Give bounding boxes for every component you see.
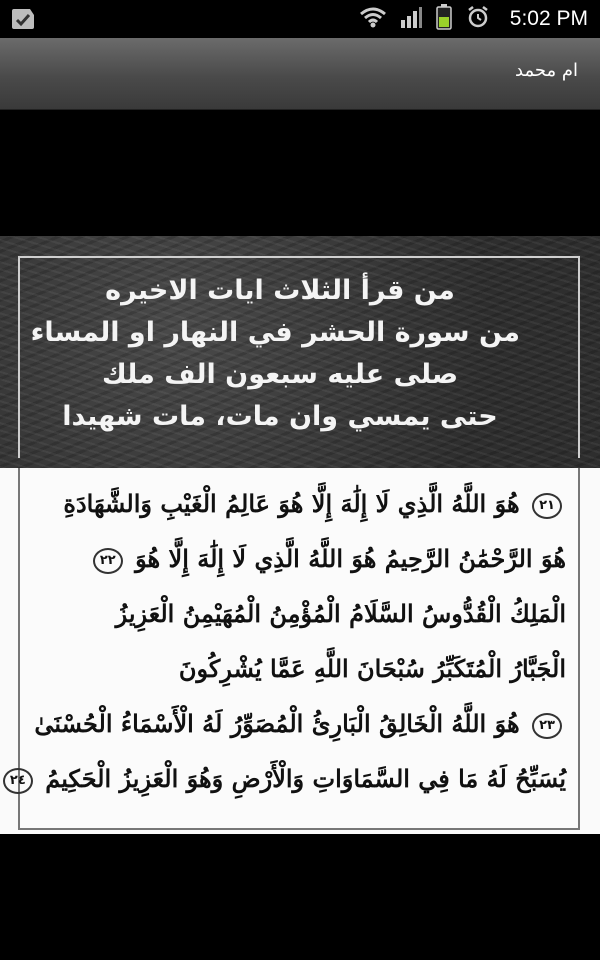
wifi-icon (360, 6, 386, 32)
verse-text-line: الْجَبَّارُ الْمُتَكَبِّرُ سُبْحَانَ اللَّهِ عَمَّا يُشْرِكُونَ (178, 654, 566, 683)
status-time: 5:02 PM (509, 7, 588, 30)
verse-line (30, 641, 566, 696)
intro-text (30, 270, 520, 438)
verse-text-line: هُوَ الرَّحْمَٰنُ الرَّحِيمُ هُوَ اللَّهُ الَّذِي لَا إِلَٰهَ إِلَّا هُوَ (135, 544, 566, 573)
verse-text-line: هُوَ اللَّهُ الَّذِي لَا إِلَٰهَ إِلَّا هُوَ عَالِمُ الْغَيْبِ وَالشَّهَادَةِ (63, 489, 520, 518)
intro-line: حتى يمسي وان مات، مات شهيدا (62, 401, 498, 432)
verse-line (30, 696, 566, 751)
status-bar (0, 0, 600, 38)
intro-panel (0, 236, 600, 468)
verse-text-line: هُوَ اللَّهُ الْخَالِقُ الْبَارِئُ الْمُصَوِّرُ لَهُ الْأَسْمَاءُ الْحُسْنَىٰ (34, 709, 520, 738)
verse-line (30, 476, 566, 531)
verse-text-line: يُسَبِّحُ لَهُ مَا فِي السَّمَاوَاتِ وَالْأَرْضِ وَهُوَ الْعَزِيزُ الْحَكِيمُ (45, 764, 566, 793)
alarm-icon (466, 5, 490, 33)
intro-line: من سورة الحشر في النهار او المساء (30, 317, 520, 348)
verse-text (9, 476, 566, 806)
verse-number-badge: ٢٤ (3, 768, 33, 794)
intro-line: صلى عليه سبعون الف ملك (101, 359, 459, 390)
shared-image[interactable] (0, 236, 600, 834)
title-bar (0, 38, 600, 110)
verse-line (30, 531, 566, 586)
verse-number-badge: ٢٣ (532, 713, 562, 739)
verse-number-badge: ٢١ (532, 493, 562, 519)
verse-panel (9, 468, 580, 830)
signal-icon (400, 6, 422, 32)
verse-line (30, 586, 566, 641)
battery-icon (436, 4, 452, 34)
intro-line: من قرأ الثلاث ايات الاخيره (105, 275, 455, 306)
page-title: ام محمد (515, 60, 578, 81)
verse-text-line: الْمَلِكُ الْقُدُّوسُ السَّلَامُ الْمُؤْمِنُ الْمُهَيْمِنُ الْعَزِيزُ (115, 599, 566, 628)
verse-line (9, 751, 566, 806)
verse-number-badge: ٢٢ (93, 548, 123, 574)
app-notification-icon (10, 7, 36, 31)
